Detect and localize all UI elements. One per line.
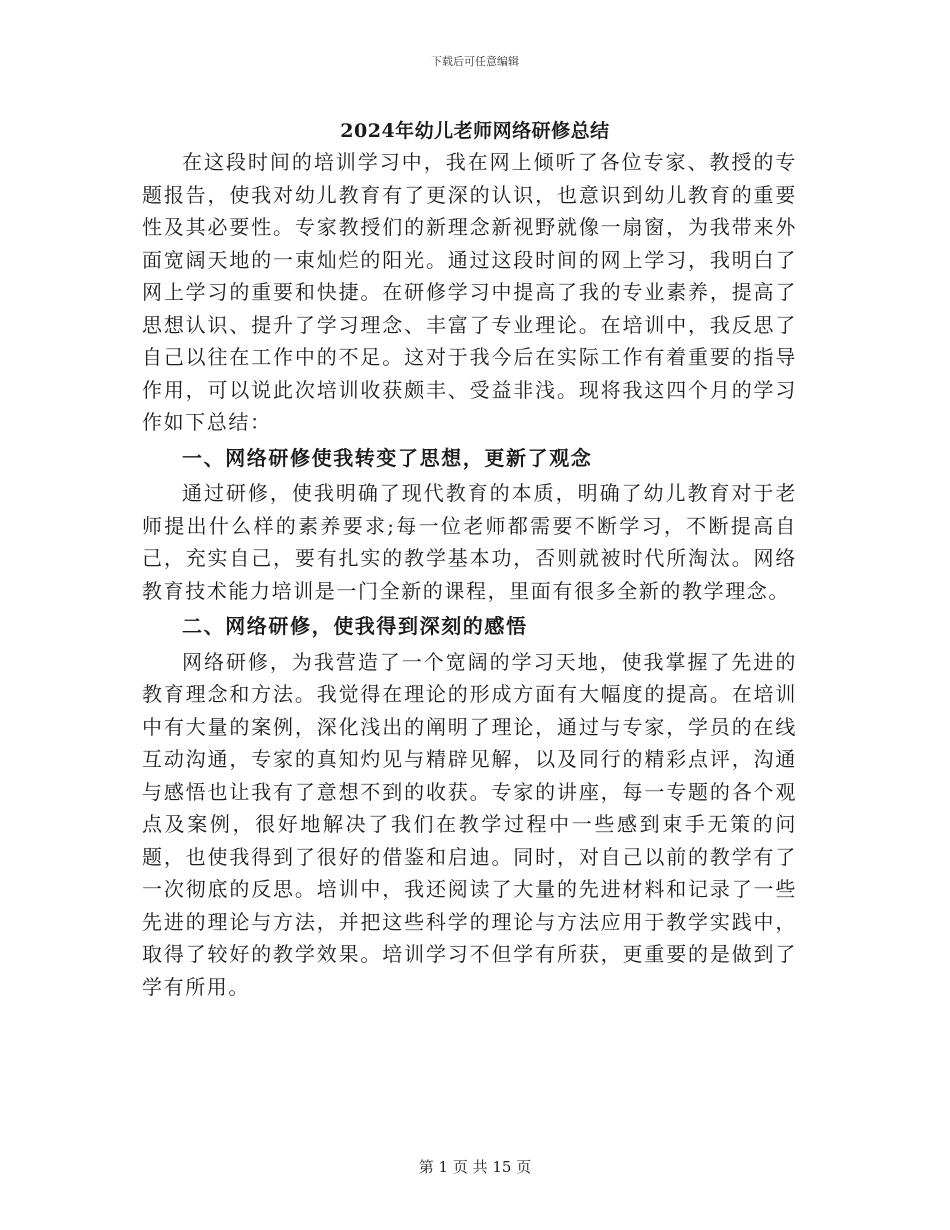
- section-1-paragraph: 通过研修，使我明确了现代教育的本质，明确了幼儿教育对于老师提出什么样的素养要求;每一位老师都需要不断学习，不断提高自己，充实自己，要有扎实的教学基本功，否则就被时代所淘汰。网络教育技术能力培训是一门全新的课程，里面有很多全新的教学理念。: [142, 481, 797, 603]
- intro-paragraph: 在这段时间的培训学习中，我在网上倾听了各位专家、教授的专题报告，使我对幼儿教育有了更深的认识，也意识到幼儿教育的重要性及其必要性。专家教授们的新理念新视野就像一扇窗，为我带来外面宽阔天地的一束灿烂的阳光。通过这段时间的网上学习，我明白了网上学习的重要和快捷。在研修学习中提高了我的专业素养，提高了思想认识、提升了学习理念、丰富了专业理论。在培训中，我反思了自己以往在工作中的不足。这对于我今后在实际工作有着重要的指导作用，可以说此次培训收获颇丰、受益非浅。现将我这四个月的学习作如下总结：: [142, 150, 797, 434]
- section-1-heading: 一、网络研修使我转变了思想，更新了观念: [182, 445, 593, 470]
- section-2-heading: 二、网络研修，使我得到深刻的感悟: [182, 614, 528, 638]
- header-note: 下载后可任意编辑: [431, 55, 519, 68]
- document-body: [142, 146, 797, 1003]
- section-2-paragraph: 网络研修，为我营造了一个宽阔的学习天地，使我掌握了先进的教育理念和方法。我觉得在理论的形成方面有大幅度的提高。在培训中有大量的案例，深化浅出的阐明了理论，通过与专家，学员的在线互动沟通，专家的真知灼见与精辟见解，以及同行的精彩点评，沟通与感悟也让我有了意想不到的收获。专家的讲座，每一专题的各个观点及案例，很好地解决了我们在教学过程中一些感到束手无策的问题，也使我得到了很好的借鉴和启迪。同时，对自己以前的教学有了一次彻底的反思。培训中，我还阅读了大量的先进材料和记录了一些先进的理论与方法，并把这些科学的理论与方法应用于教学实践中，取得了较好的教学效果。培训学习不但学有所获，更重要的是做到了学有所用。: [142, 649, 797, 999]
- document-title: 2024年幼儿老师网络研修总结: [340, 120, 610, 142]
- page-number: 第 1 页 共 15 页: [418, 1158, 532, 1176]
